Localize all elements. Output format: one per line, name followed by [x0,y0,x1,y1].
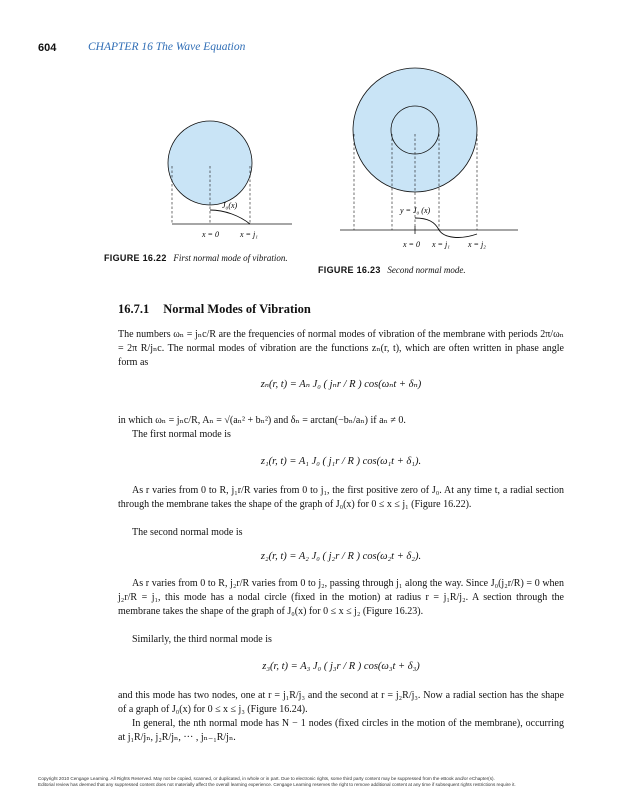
paragraph-3: The first normal mode is [132,429,231,440]
caption-text: Second normal mode. [387,265,466,275]
bessel-curve [415,218,477,237]
paragraph-5: The second normal mode is [132,527,243,538]
paragraph-9: In general, the nth normal mode has N − 1 nodes (fixed circles in the motion of the membrane), occurring at j₁R/jₙ, j₂R/jₙ, ··· , jₙ₋₁R/jₙ. [118,718,564,744]
figure-label: FIGURE 16.22 [104,253,167,263]
caption-text: First normal mode of vibration. [173,253,288,263]
bessel-curve [210,210,250,224]
paragraph-8: and this mode has two nodes, one at r = j₁R/j₃ and the second at r = j₂R/j₃. Now a radial section has the shape of a graph of J₀(x) for 0 ≤ x ≤ j₃ (Figure 16.24). [118,690,564,716]
paragraph-6: As r varies from 0 to R, j₂r/R varies from 0 to j₂, passing through j₁ along the way. Since J₀(j₂r/R) = 0 when j₂r/R = j₁, this mode has a nodal circle (fixed in the motion) at radius r = j₁R/j₂. A section through the membrane takes the shape of the graph of J₀(x) for 0 ≤ x ≤ j₂ (Figure 16.23). [118,578,564,618]
membrane-disk [168,121,252,205]
equation-4: z₃(r, t) = A₃ J₀ ( j₃r / R ) cos(ω₃t + δ₃) [262,661,420,672]
figure-16-23-caption [318,264,558,276]
figure-16-22 [150,108,310,248]
figure-16-22-caption [104,252,294,264]
nodal-circle [391,106,439,154]
curve-label: J₀(x) [222,201,238,210]
footer-line-2: Editorial review has deemed that any suppressed content does not materially affect the overall learning experience. Cengage Learning reserves the right to remove additional content at any time if subsequent rights restrictions require it. [38,782,516,787]
x1-label: x = j₁ [240,230,258,239]
page-number: 604 [38,42,57,54]
section-number: 16.7.1 [118,302,150,316]
copyright-footer [38,776,598,788]
chapter-title: CHAPTER 16 The Wave Equation [88,41,246,53]
footer-line-1: Copyright 2010 Cengage Learning. All Rights Reserved. May not be copied, scanned, or duplicated, in whole or in part. Due to electronic rights, some third party content may be suppressed from the eBook and/or eChapter(s). [38,776,495,781]
section-title: Normal Modes of Vibration [163,302,311,316]
equation-2: z₁(r, t) = A₁ J₀ ( j₁r / R ) cos(ω₁t + δ₁). [260,456,422,467]
paragraph-2: in which ωₙ = jₙc/R, Aₙ = √(aₙ² + bₙ²) and δₙ = arctan(−bₙ/aₙ) if aₙ ≠ 0. [118,415,406,426]
x1-label: x = j₁ [432,240,450,249]
x0-label: x = 0 [403,240,420,249]
paragraph-1: The numbers ωₙ = jₙc/R are the frequencies of normal modes of vibration of the membrane with periods 2π/ωₙ = 2π R/jₙc. The normal modes of vibration are the functions zₙ(r, t), which are often written in phase angle form as [118,329,564,369]
figure-16-23 [340,50,520,250]
paragraph-7: Similarly, the third normal mode is [132,634,272,645]
paragraph-4: As r varies from 0 to R, j₁r/R varies from 0 to j₁, the first positive zero of J₀. At any time t, a radial section through the membrane takes the shape of the graph of J₀(x) for 0 ≤ x ≤ j₁ (Figure 16.22). [118,485,564,511]
curve-label: y = J₀ (x) [400,206,431,215]
x2-label: x = j₂ [468,240,486,249]
equation-3: z₂(r, t) = A₂ J₀ ( j₂r / R ) cos(ω₂t + δ₂). [260,551,422,562]
x0-label: x = 0 [202,230,219,239]
section-heading [118,302,311,317]
figure-label: FIGURE 16.23 [318,265,381,275]
equation-1: zₙ(r, t) = Aₙ J₀ ( jₙr / R ) cos(ωₙt + δₙ) [260,379,422,390]
